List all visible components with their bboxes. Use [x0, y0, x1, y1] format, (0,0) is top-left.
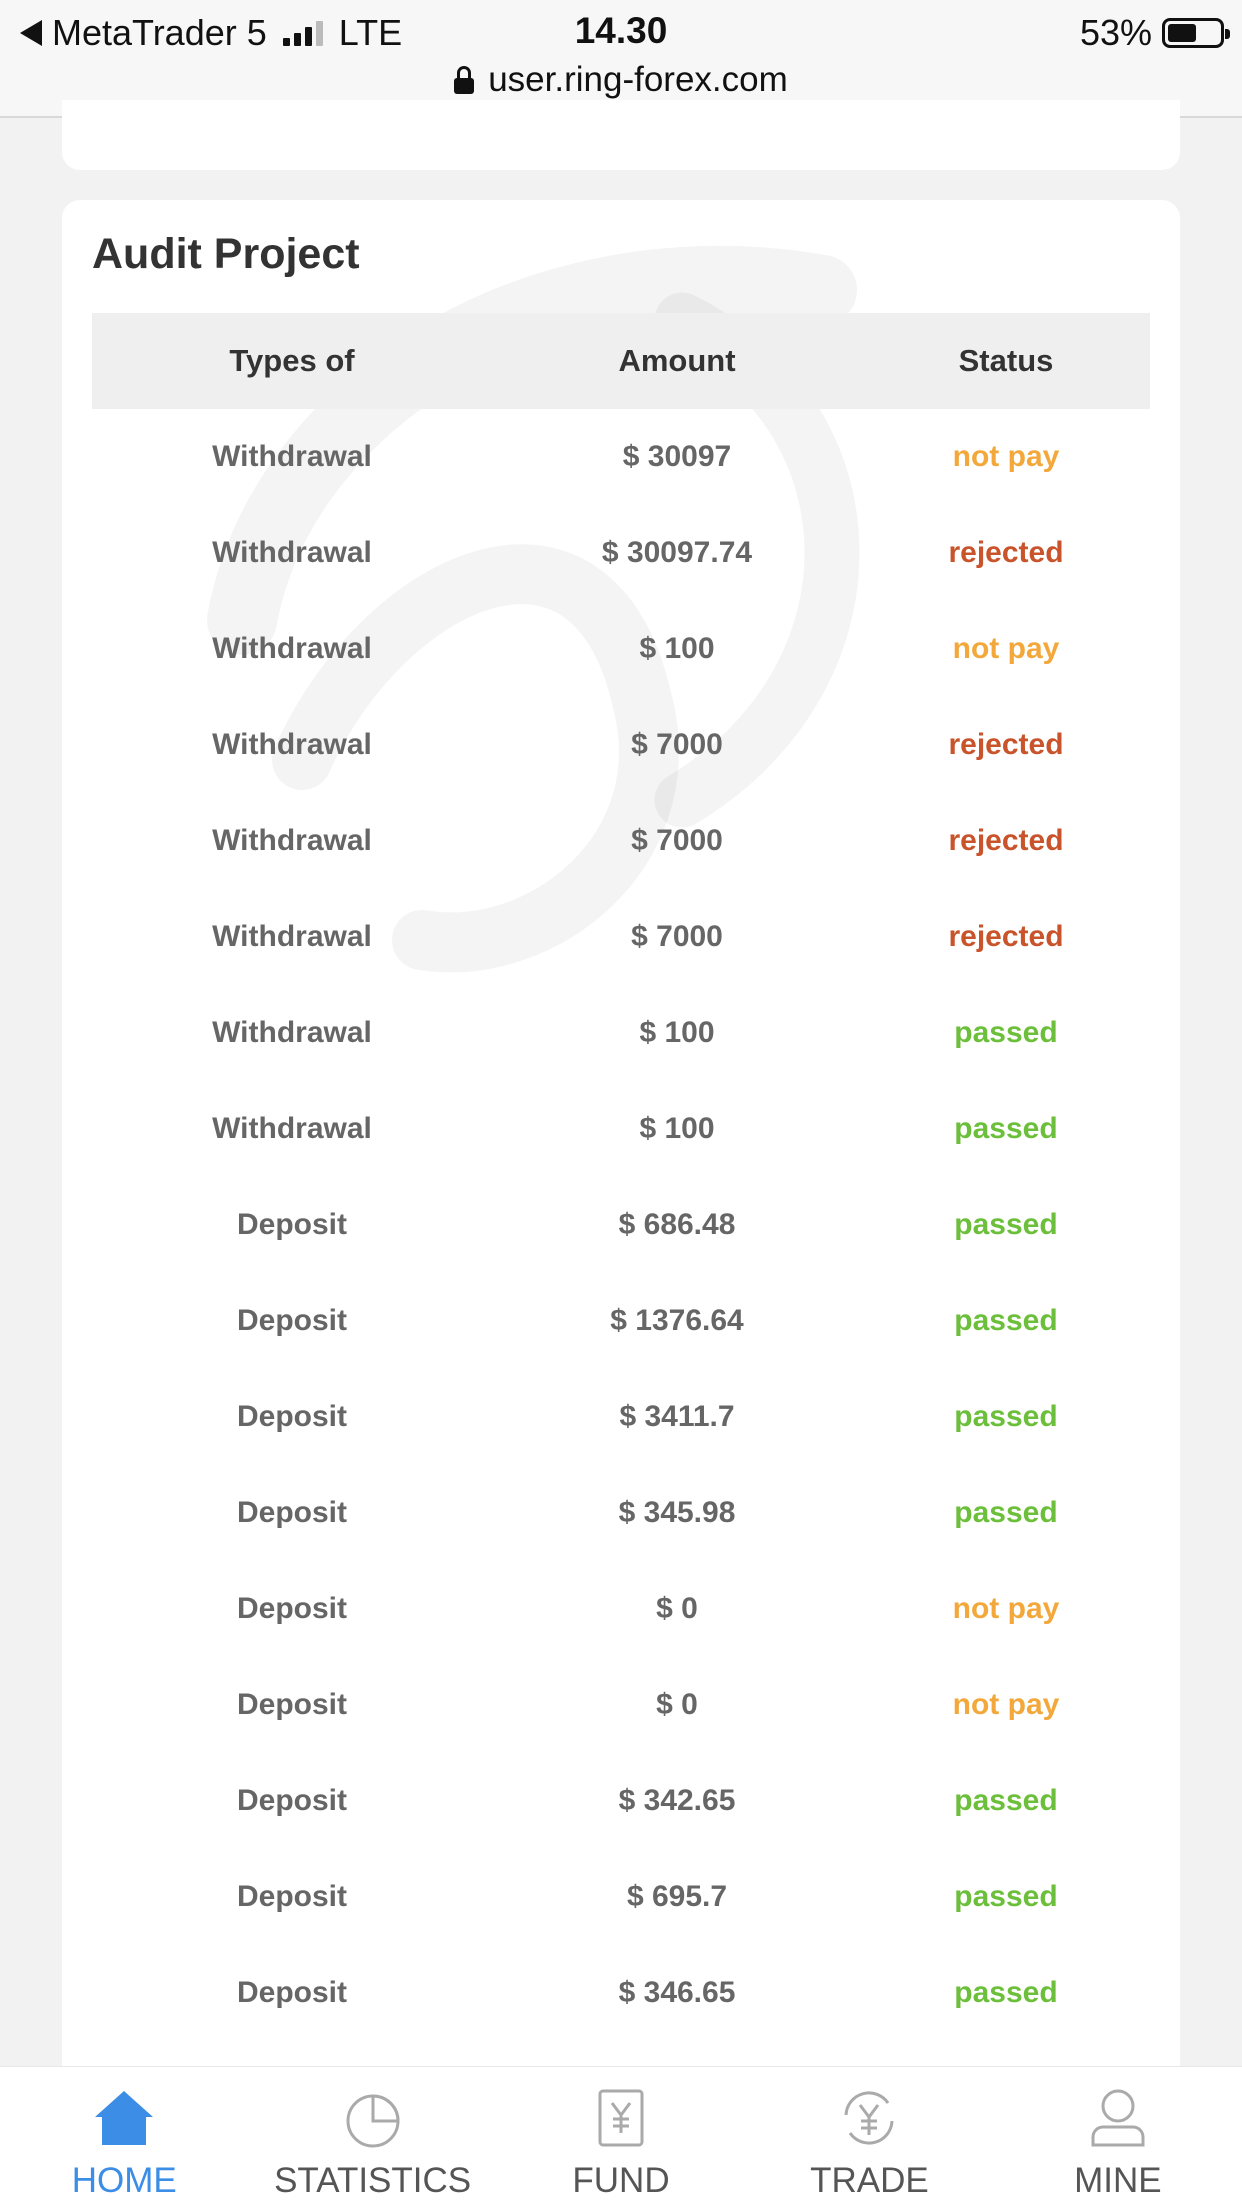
table-row [92, 1561, 1150, 1657]
tab-trade[interactable] [745, 2067, 993, 2208]
table-row [92, 1465, 1150, 1561]
type-cell: Deposit [236, 1784, 347, 1817]
type-cell: Deposit [236, 1976, 347, 2009]
tab-statistics-label: STATISTICS [274, 2161, 472, 2200]
type-cell: Withdrawal [212, 632, 372, 665]
table-row [92, 409, 1150, 505]
home-icon [91, 2085, 157, 2151]
amount-cell: $ 0 [656, 1688, 698, 1721]
status-cell: not pay [952, 1688, 1060, 1721]
amount-cell: $ 0 [656, 1592, 698, 1625]
tab-fund-label: FUND [572, 2161, 670, 2200]
clock: 14.30 [574, 10, 668, 51]
table-row [92, 697, 1150, 793]
table-row [92, 889, 1150, 985]
pie-chart-icon [340, 2085, 406, 2151]
yen-document-icon [588, 2085, 654, 2151]
previous-card [62, 100, 1180, 170]
status-cell: not pay [952, 440, 1060, 473]
status-cell: rejected [948, 824, 1064, 857]
amount-cell: $ 686.48 [618, 1208, 736, 1241]
amount-cell: $ 1376.64 [610, 1304, 744, 1337]
lock-icon [454, 68, 474, 92]
status-cell: passed [954, 1400, 1058, 1433]
address-bar[interactable] [0, 60, 1242, 100]
table-row [92, 793, 1150, 889]
status-cell: passed [954, 1496, 1058, 1529]
amount-cell: $ 100 [639, 1016, 715, 1049]
battery-status [1080, 12, 1224, 54]
status-cell: rejected [948, 728, 1064, 761]
type-cell: Deposit [236, 1496, 347, 1529]
type-cell: Withdrawal [212, 728, 372, 761]
back-app-label: MetaTrader 5 [52, 12, 267, 53]
status-cell: rejected [948, 920, 1064, 953]
type-cell: Withdrawal [212, 1112, 372, 1145]
tab-trade-label: TRADE [810, 2161, 929, 2200]
table-row [92, 505, 1150, 601]
status-cell: not pay [952, 632, 1060, 665]
amount-cell: $ 30097.74 [601, 536, 753, 569]
table-row [92, 1849, 1150, 1945]
type-cell: Deposit [236, 1208, 347, 1241]
status-cell: passed [954, 1016, 1058, 1049]
amount-cell: $ 30097 [622, 440, 732, 473]
user-icon [1085, 2085, 1151, 2151]
tab-mine-label: MINE [1074, 2161, 1162, 2200]
amount-cell: $ 695.7 [626, 1880, 728, 1913]
table-row [92, 1657, 1150, 1753]
type-cell: Deposit [236, 1688, 347, 1721]
status-cell: passed [954, 1304, 1058, 1337]
battery-percent: 53% [1079, 12, 1152, 53]
header-amount: Amount [618, 343, 736, 378]
table-row [92, 1081, 1150, 1177]
type-cell: Deposit [236, 1880, 347, 1913]
amount-cell: $ 345.98 [618, 1496, 736, 1529]
yen-exchange-icon [836, 2085, 902, 2151]
status-cell: passed [954, 1880, 1058, 1913]
type-cell: Deposit [236, 1304, 347, 1337]
table-row [92, 1177, 1150, 1273]
network-label: LTE [338, 12, 403, 53]
url-text: user.ring-forex.com [488, 60, 788, 99]
table-header [92, 313, 1150, 409]
amount-cell: $ 342.65 [618, 1784, 736, 1817]
type-cell: Deposit [236, 1592, 347, 1625]
status-cell: rejected [948, 536, 1064, 569]
table-row [92, 601, 1150, 697]
bottom-tab-bar [0, 2066, 1242, 2208]
type-cell: Withdrawal [212, 824, 372, 857]
amount-cell: $ 7000 [631, 920, 723, 953]
status-cell: passed [954, 1208, 1058, 1241]
status-cell: passed [954, 1784, 1058, 1817]
amount-cell: $ 3411.7 [619, 1400, 735, 1433]
header-status: Status [958, 343, 1054, 378]
table-row [92, 1369, 1150, 1465]
battery-icon [1162, 18, 1224, 48]
type-cell: Withdrawal [212, 536, 372, 569]
table-row [92, 985, 1150, 1081]
amount-cell: $ 346.65 [618, 1976, 736, 2009]
tab-home-label: HOME [71, 2161, 177, 2200]
tab-fund[interactable] [497, 2067, 745, 2208]
amount-cell: $ 7000 [631, 824, 723, 857]
table-row [92, 1945, 1150, 2041]
status-cell: not pay [952, 1592, 1060, 1625]
amount-cell: $ 100 [639, 1112, 715, 1145]
header-type: Types of [229, 343, 355, 378]
amount-cell: $ 7000 [631, 728, 723, 761]
type-cell: Withdrawal [212, 1016, 372, 1049]
card-title: Audit Project [92, 230, 360, 278]
audit-project-card [62, 200, 1180, 2100]
tab-statistics[interactable] [248, 2067, 496, 2208]
type-cell: Withdrawal [212, 920, 372, 953]
tab-mine[interactable] [994, 2067, 1242, 2208]
table-row [92, 1753, 1150, 1849]
status-cell: passed [954, 1112, 1058, 1145]
audit-table-body [92, 409, 1150, 2041]
tab-home[interactable] [0, 2067, 248, 2208]
type-cell: Withdrawal [212, 440, 372, 473]
status-cell: passed [954, 1976, 1058, 2009]
amount-cell: $ 100 [639, 632, 715, 665]
type-cell: Deposit [236, 1400, 347, 1433]
table-row [92, 1273, 1150, 1369]
